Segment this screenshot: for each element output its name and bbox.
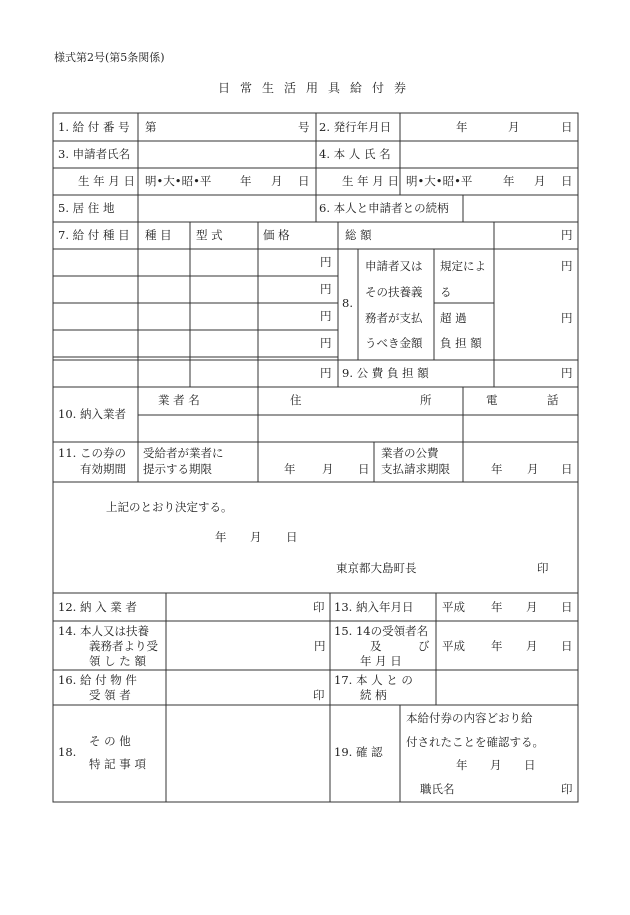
- price-yen: 円: [320, 366, 332, 380]
- issue-day: 日: [561, 120, 573, 134]
- label-delivery-date: 13. 納入年月日: [334, 600, 414, 614]
- label-address: 5. 居 住 地: [58, 201, 115, 215]
- col-address-1: 住: [290, 393, 302, 407]
- regular-yen: 円: [561, 259, 573, 273]
- label-dai: 第: [145, 120, 157, 134]
- era-right: 明•大•昭•平: [406, 174, 473, 188]
- label-benefit-kind: 7. 給 付 種 目: [58, 228, 130, 242]
- label-birth-right: 生 年 月 日: [342, 174, 399, 188]
- label-amount-8: 8.: [342, 296, 353, 310]
- excess-yen: 円: [561, 311, 573, 325]
- label-delivery-vendor: 12. 納 入 業 者: [58, 600, 137, 614]
- total-yen: 円: [561, 228, 573, 242]
- label-validity-1: 11. この券の: [58, 446, 126, 460]
- price-yen: 円: [320, 255, 332, 269]
- col-address-2: 所: [420, 393, 432, 407]
- label-person-name: 4. 本 人 氏 名: [319, 147, 391, 161]
- col-vendor-name: 業 者 名: [158, 393, 200, 407]
- col-price: 価 格: [263, 228, 290, 242]
- price-yen: 円: [320, 336, 332, 350]
- col-item: 種 目: [145, 228, 172, 242]
- staff-seal: 印: [561, 782, 573, 796]
- staff-name-label: 職氏名: [420, 782, 455, 796]
- decision-text: 上記のとおり決定する。: [106, 500, 233, 514]
- vendor-seal: 印: [313, 600, 325, 614]
- price-yen: 円: [320, 309, 332, 323]
- label-issue-date: 2. 発行年月日: [319, 120, 392, 134]
- col-tel-1: 電: [486, 393, 498, 407]
- label-birth-left: 生 年 月 日: [78, 174, 135, 188]
- label-public-burden: 9. 公 費 負 担 額: [342, 366, 429, 380]
- mayor-title: 東京都大島町長: [336, 561, 417, 575]
- col-tel-2: 話: [547, 393, 559, 407]
- col-total: 総 額: [345, 228, 372, 242]
- receiver-seal: 印: [313, 688, 325, 702]
- era-left: 明•大•昭•平: [145, 174, 212, 188]
- label-vendor: 10. 納入業者: [58, 407, 126, 421]
- label-benefit-number: 1. 給 付 番 号: [58, 120, 130, 134]
- received-yen: 円: [314, 639, 326, 653]
- label-confirm: 19. 確 認: [334, 745, 383, 759]
- label-validity-2: 有効期間: [80, 462, 126, 476]
- price-yen: 円: [320, 282, 332, 296]
- label-relation: 6. 本人と申請者との続柄: [319, 201, 449, 215]
- public-yen: 円: [561, 366, 573, 380]
- issue-month: 月: [508, 120, 520, 134]
- label-go: 号: [298, 120, 310, 134]
- form-number: 様式第2号(第5条関係): [54, 51, 165, 64]
- col-model: 型 式: [196, 228, 223, 242]
- mayor-seal: 印: [537, 561, 549, 575]
- issue-year: 年: [456, 120, 468, 134]
- label-applicant-name: 3. 申請者氏名: [58, 147, 131, 161]
